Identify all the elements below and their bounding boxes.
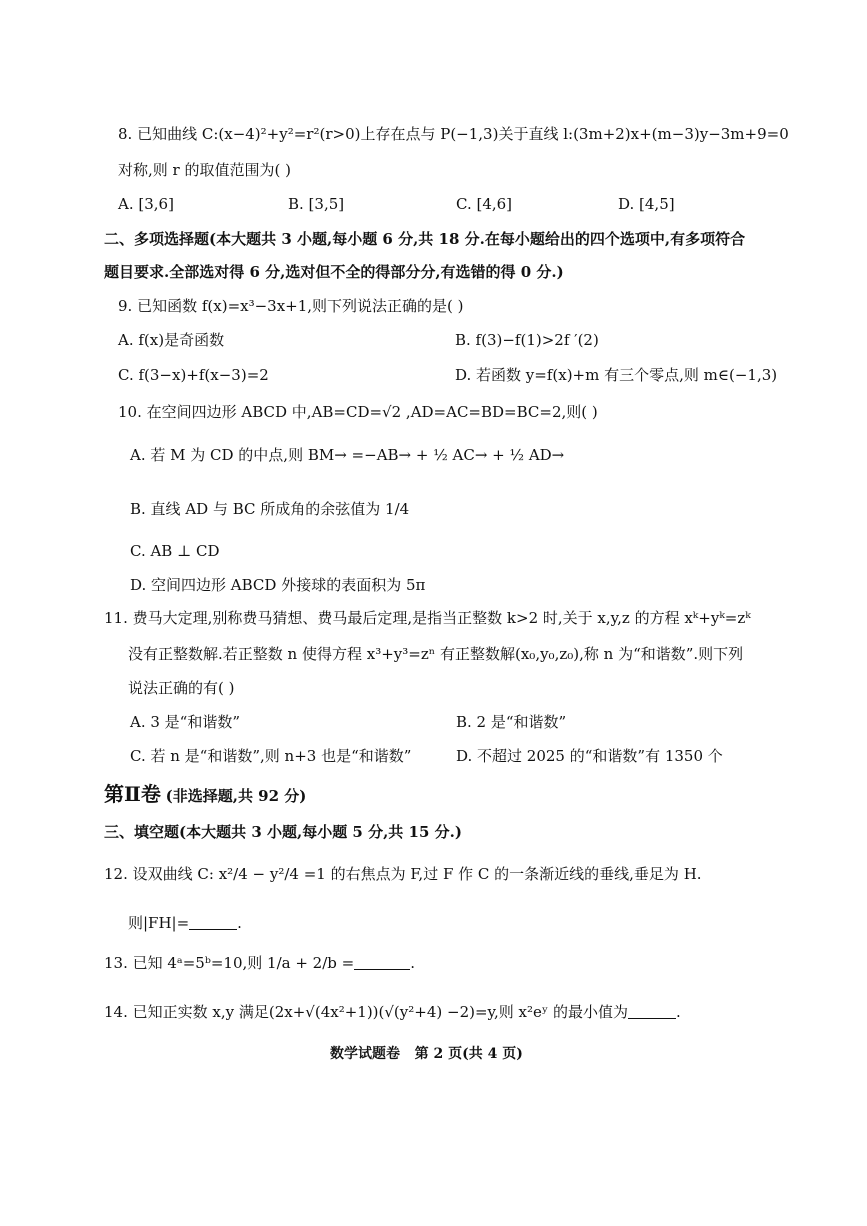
q10-option-c: C. AB ⊥ CD — [130, 542, 220, 560]
q12-stem-line-2: 则|FH|= . — [128, 914, 242, 932]
q8-option-a: A. [3,6] — [118, 195, 174, 213]
q14-stem: 14. 已知正实数 x,y 满足(2x+√(4x²+1))(√(y²+4) −2)=y,则 x²eʸ 的最小值为 — [104, 1003, 629, 1021]
q8-stem-line-1: 8. 已知曲线 C:(x−4)²+y²=r²(r>0)上存在点与 P(−1,3)关于直线 l:(3m+2)x+(m−3)y−3m+9=0 — [118, 125, 789, 143]
q10-option-a: A. 若 M 为 CD 的中点,则 BM→ =−AB→ + ½ AC→ + ½ AD→ — [130, 446, 565, 464]
part2-heading — [104, 784, 306, 806]
q8-option-d: D. [4,5] — [618, 195, 675, 213]
q13-line: 13. 已知 4ᵃ=5ᵇ=10,则 1/a + 2/b = . — [104, 954, 415, 972]
footer-page-number: 第 2 页(共 4 页) — [414, 1046, 523, 1062]
part2-note: (非选择题,共 92 分) — [165, 787, 307, 805]
q14-line: 14. 已知正实数 x,y 满足(2x+√(4x²+1))(√(y²+4) −2)=y,则 x²eʸ 的最小值为 . — [104, 1003, 681, 1021]
q12-answer-blank — [189, 915, 237, 930]
q11-option-b: B. 2 是“和谐数” — [456, 713, 567, 731]
q12-stem-text: 则|FH|= — [128, 914, 190, 932]
section2-heading-line-1: 二、多项选择题(本大题共 3 小题,每小题 6 分,共 18 分.在每小题给出的四个选项中,有多项符合 — [104, 230, 746, 248]
q10-stem: 10. 在空间四边形 ABCD 中,AB=CD=√2 ,AD=AC=BD=BC=2,则( ) — [118, 403, 598, 421]
q11-stem-line-1: 11. 费马大定理,别称费马猜想、费马最后定理,是指当正整数 k>2 时,关于 x,y,z 的方程 xᵏ+yᵏ=zᵏ — [104, 609, 751, 627]
q11-option-a: A. 3 是“和谐数” — [130, 713, 241, 731]
section2-heading-line-2: 题目要求.全部选对得 6 分,选对但不全的得部分分,有选错的得 0 分.) — [104, 263, 564, 281]
q10-option-b: B. 直线 AD 与 BC 所成角的余弦值为 1/4 — [130, 500, 410, 518]
q11-stem-line-3: 说法正确的有( ) — [128, 679, 235, 697]
q12-stem-line-1: 12. 设双曲线 C: x²/4 − y²/4 =1 的右焦点为 F,过 F 作 C 的一条渐近线的垂线,垂足为 H. — [104, 865, 702, 883]
q8-option-c: C. [4,6] — [456, 195, 513, 213]
part2-title: 第Ⅱ卷 — [104, 782, 161, 806]
q11-option-c: C. 若 n 是“和谐数”,则 n+3 也是“和谐数” — [130, 747, 412, 765]
q11-option-d: D. 不超过 2025 的“和谐数”有 1350 个 — [456, 747, 723, 765]
q8-option-b: B. [3,5] — [288, 195, 345, 213]
page-footer — [330, 1044, 523, 1064]
q13-stem: 13. 已知 4ᵃ=5ᵇ=10,则 1/a + 2/b = — [104, 954, 355, 972]
q9-option-d: D. 若函数 y=f(x)+m 有三个零点,则 m∈(−1,3) — [455, 366, 778, 384]
q13-answer-blank — [354, 955, 410, 970]
q14-answer-blank — [628, 1004, 676, 1019]
q9-option-b: B. f(3)−f(1)>2f ′(2) — [455, 331, 599, 349]
q9-option-a: A. f(x)是奇函数 — [118, 331, 225, 349]
q10-option-d: D. 空间四边形 ABCD 外接球的表面积为 5π — [130, 576, 426, 594]
footer-subject: 数学试题卷 — [330, 1046, 400, 1062]
q11-stem-line-2: 没有正整数解.若正整数 n 使得方程 x³+y³=zⁿ 有正整数解(x₀,y₀,z₀),称 n 为“和谐数”.则下列 — [128, 645, 744, 663]
q9-option-c: C. f(3−x)+f(x−3)=2 — [118, 366, 269, 384]
q8-stem-line-2: 对称,则 r 的取值范围为( ) — [118, 161, 291, 179]
q9-stem: 9. 已知函数 f(x)=x³−3x+1,则下列说法正确的是( ) — [118, 297, 464, 315]
section3-heading: 三、填空题(本大题共 3 小题,每小题 5 分,共 15 分.) — [104, 823, 462, 841]
